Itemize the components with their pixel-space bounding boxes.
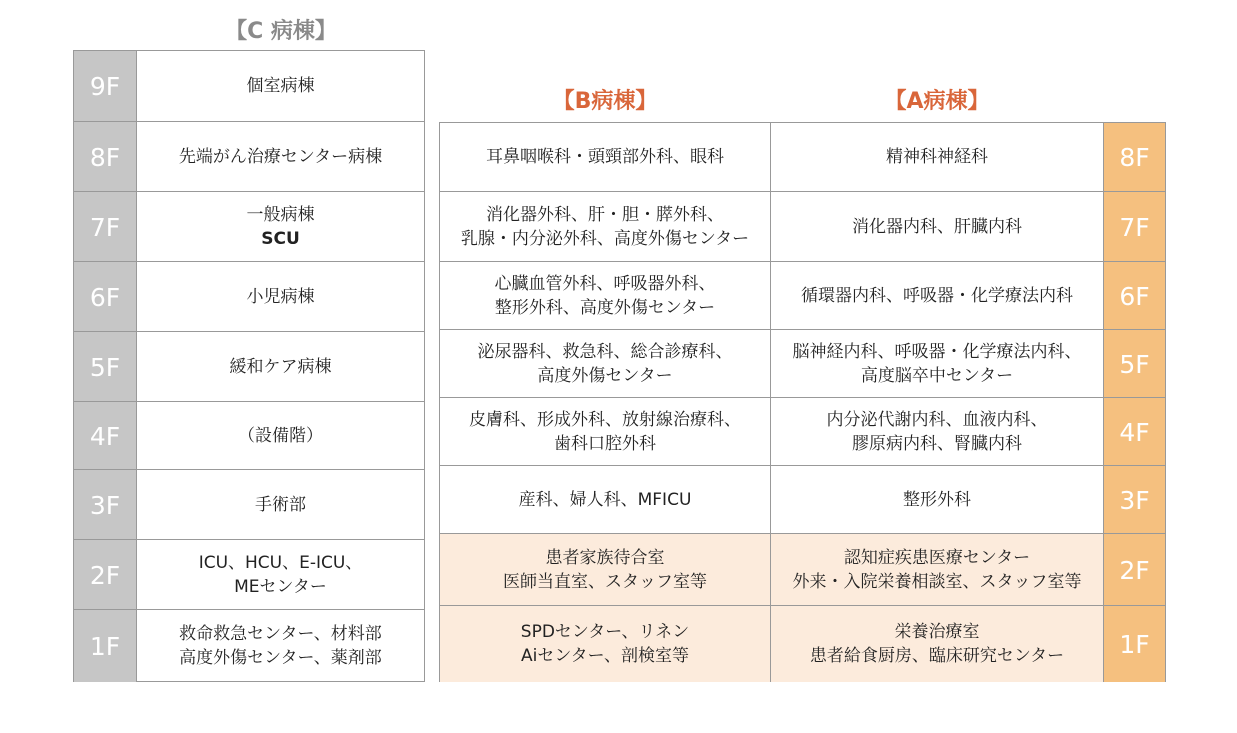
department-line: 耳鼻咽喉科・頭頸部外科、眼科 — [486, 147, 724, 167]
department-line: ICU、HCU、E-ICU、 — [198, 553, 363, 573]
department-line: 心臓血管外科、呼吸器外科、 — [494, 274, 716, 294]
department-line: 泌尿器科、救急科、総合診療科、 — [477, 342, 733, 362]
department-line: 消化器内科、肝臓内科 — [852, 217, 1022, 237]
department-line: 先端がん治療センター病棟 — [178, 147, 383, 167]
department-line: 栄養治療室 — [894, 622, 980, 642]
department-line: 救命救急センター、材料部 — [179, 624, 382, 644]
department-line: 医師当直室、スタッフ室等 — [503, 572, 707, 592]
c-floor-department — [137, 262, 424, 332]
c-floor-label: 1F — [74, 610, 137, 682]
a-floor-label: 5F — [1104, 330, 1165, 398]
department-line: 皮膚科、形成外科、放射線治療科、 — [469, 410, 741, 430]
department-line: 脳神経内科、呼吸器・化学療法内科、 — [792, 342, 1082, 362]
c-floor-label: 9F — [74, 51, 137, 121]
ab-floor-row — [440, 123, 1165, 191]
a-floor-label: 1F — [1104, 606, 1165, 682]
department-line: 高度外傷センター、薬剤部 — [179, 648, 382, 668]
c-floor-label: 5F — [74, 332, 137, 402]
department-line: （設備階） — [238, 426, 323, 446]
ab-building-floor-table — [439, 122, 1166, 682]
a-floor-label: 2F — [1104, 534, 1165, 606]
a-floor-label: 6F — [1104, 262, 1165, 330]
c-floor-label: 7F — [74, 192, 137, 262]
ab-floor-row — [440, 397, 1165, 466]
ab-floor-row — [440, 261, 1165, 330]
department-line: 緩和ケア病棟 — [229, 357, 332, 377]
department-line: 認知症疾患医療センター — [843, 548, 1031, 568]
department-line: 個室病棟 — [246, 76, 315, 96]
a-building-department — [771, 606, 1104, 682]
c-floor-department — [137, 192, 424, 262]
a-building-department — [771, 330, 1104, 398]
ab-floor-row — [440, 533, 1165, 606]
department-line: 膠原病内科、腎臓内科 — [852, 434, 1022, 454]
department-line: 外来・入院栄養相談室、スタッフ室等 — [792, 572, 1082, 592]
c-floor-label: 8F — [74, 122, 137, 192]
department-line: 高度外傷センター — [537, 366, 673, 386]
department-line: 整形外科、高度外傷センター — [494, 298, 716, 318]
c-floor-row — [74, 401, 424, 470]
c-floor-row — [74, 261, 424, 332]
a-floor-label: 3F — [1104, 466, 1165, 534]
c-floor-row — [74, 469, 424, 540]
b-building-department — [440, 534, 771, 606]
c-floor-label: 6F — [74, 262, 137, 332]
department-line: 整形外科 — [903, 490, 971, 510]
a-floor-label: 7F — [1104, 192, 1165, 262]
c-floor-row — [74, 539, 424, 610]
department-line: 歯科口腔外科 — [554, 434, 656, 454]
a-building-department — [771, 398, 1104, 466]
c-building-floor-table — [73, 50, 425, 682]
c-floor-label: 4F — [74, 402, 137, 470]
b-building-department — [440, 330, 771, 398]
a-building-department — [771, 466, 1104, 534]
c-floor-department — [137, 610, 424, 682]
department-line: 内分泌代謝内科、血液内科、 — [826, 410, 1048, 430]
a-building-department — [771, 262, 1104, 330]
department-line: MEセンター — [234, 577, 327, 597]
ab-floor-row — [440, 329, 1165, 398]
b-building-department — [440, 123, 771, 191]
ab-floor-row — [440, 191, 1165, 262]
c-floor-row — [74, 609, 424, 682]
department-line: 産科、婦人科、MFICU — [518, 490, 692, 510]
c-floor-label: 2F — [74, 540, 137, 610]
a-floor-label: 8F — [1104, 123, 1165, 191]
department-line: Aiセンター、剖検室等 — [521, 646, 689, 666]
c-floor-row — [74, 191, 424, 262]
b-building-department — [440, 466, 771, 534]
a-building-department — [771, 534, 1104, 606]
c-floor-department — [137, 332, 424, 402]
department-line: 患者給食厨房、臨床研究センター — [809, 646, 1065, 666]
department-line: 精神科神経科 — [886, 147, 988, 167]
c-floor-department — [137, 51, 424, 121]
c-floor-row — [74, 331, 424, 402]
c-floor-department — [137, 540, 424, 610]
a-building-department — [771, 192, 1104, 262]
department-line: SCU — [261, 229, 300, 249]
a-building-department — [771, 123, 1104, 191]
department-line: 小児病棟 — [246, 287, 315, 307]
b-building-department — [440, 398, 771, 466]
c-floor-department — [137, 470, 424, 540]
department-line: 消化器外科、肝・胆・膵外科、 — [486, 205, 724, 225]
a-floor-label: 4F — [1104, 398, 1165, 466]
c-floor-department — [137, 122, 424, 192]
c-floor-department — [137, 402, 424, 470]
ab-floor-row — [440, 605, 1165, 682]
department-line: SPDセンター、リネン — [520, 622, 690, 642]
c-building-title: 【C 病棟】 — [225, 19, 337, 44]
department-line: 一般病棟 — [246, 205, 315, 225]
department-line: 乳腺・内分泌外科、高度外傷センター — [460, 229, 750, 249]
a-building-title: 【A病棟】 — [884, 89, 990, 114]
c-floor-row — [74, 121, 424, 192]
department-line: 患者家族待合室 — [545, 548, 665, 568]
department-line: 手術部 — [255, 495, 306, 515]
ab-floor-row — [440, 465, 1165, 534]
c-floor-row — [74, 51, 424, 121]
department-line: 循環器内科、呼吸器・化学療法内科 — [801, 286, 1073, 306]
c-floor-label: 3F — [74, 470, 137, 540]
b-building-department — [440, 192, 771, 262]
b-building-department — [440, 262, 771, 330]
b-building-department — [440, 606, 771, 682]
department-line: 高度脳卒中センター — [860, 366, 1014, 386]
b-building-title: 【B病棟】 — [552, 89, 658, 114]
